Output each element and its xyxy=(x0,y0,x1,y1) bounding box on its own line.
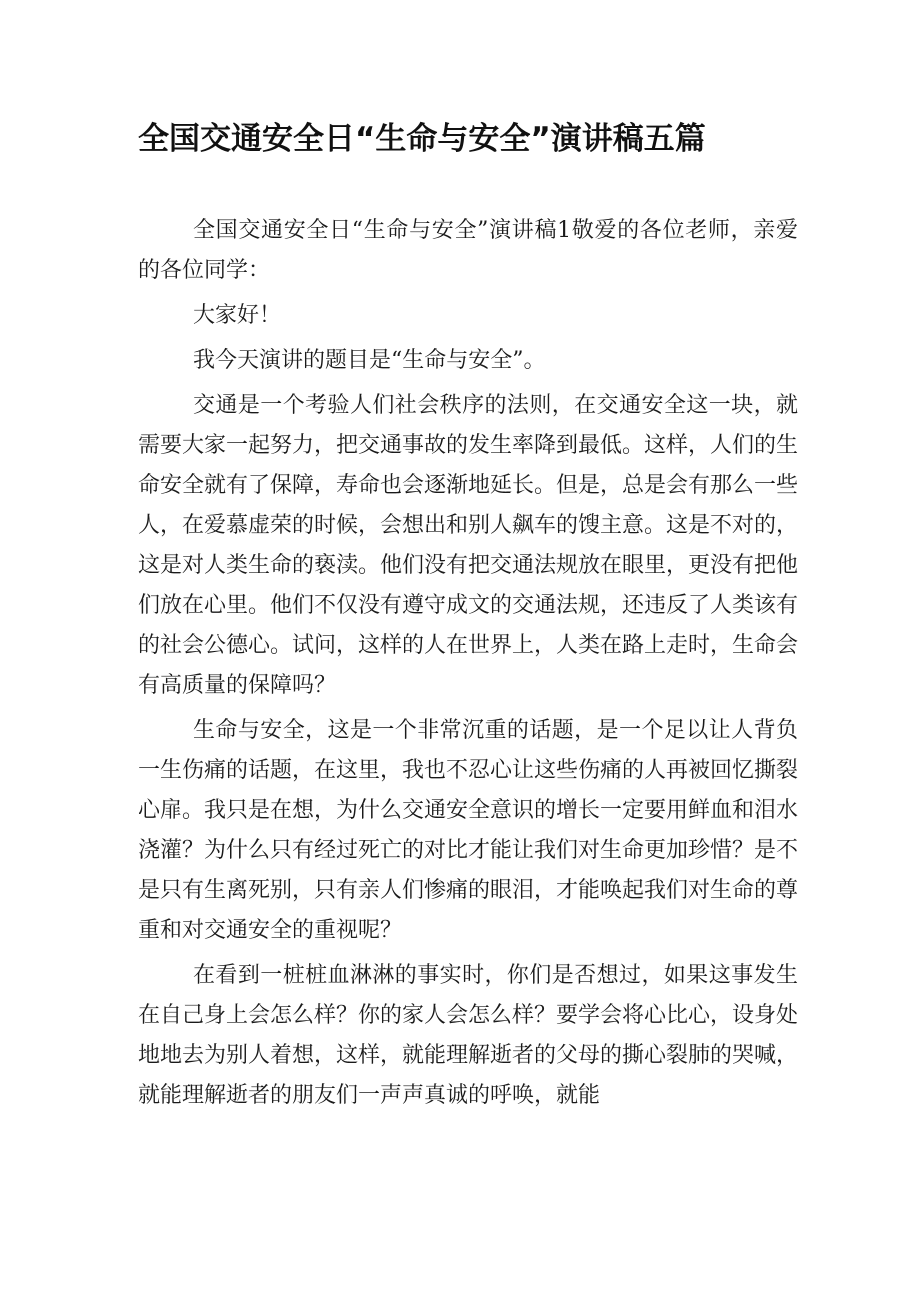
paragraph-topic: 我今天演讲的题目是“生命与安全”。 xyxy=(193,348,546,373)
document-title: 全国交通安全日“生命与安全”演讲稿五篇 xyxy=(138,121,706,157)
paragraph-life-and-safety: 生命与安全，这是一个非常沉重的话题，是一个足以让人背负一生伤痛的话题，在这里，我也不忍心让这些伤痛的人再被回忆撕裂心扉。我只是在想，为什么交通安全意识的增长一定要用鲜血和泪水浇灌？为什么只有经过死亡的对比才能让我们对生命更加珍惜？是不是只有生离死别，只有亲人们惨痛的眼泪，才能唤起我们对生命的尊重和对交通安全的重视呢？ xyxy=(138,718,799,943)
paragraph-empathy: 在看到一桩桩血淋淋的事实时，你们是否想过，如果这事发生在自己身上会怎么样？你的家人会怎么样？要学会将心比心，设身处地地去为别人着想，这样，就能理解逝者的父母的撕心裂肺的哭喊，就能理解逝者的朋友们一声声真诚的呼唤，就能 xyxy=(138,963,799,1108)
paragraph-traffic-rules: 交通是一个考验人们社会秩序的法则，在交通安全这一块，就需要大家一起努力，把交通事故的发生率降到最低。这样，人们的生命安全就有了保障，寿命也会逐渐地延长。但是，总是会有那么一些人，在爱慕虚荣的时候，会想出和别人飙车的馊主意。这是不对的，这是对人类生命的亵渎。他们没有把交通法规放在眼里，更没有把他们放在心里。他们不仅没有遵守成文的交通法规，还违反了人类该有的社会公德心。试问，这样的人在世界上，人类在路上走时，生命会有高质量的保障吗？ xyxy=(138,393,799,698)
paragraph-greeting-line: 全国交通安全日“生命与安全”演讲稿1敬爱的各位老师，亲爱的各位同学： xyxy=(138,218,798,283)
paragraph-hello: 大家好！ xyxy=(193,303,282,328)
document-body xyxy=(138,211,798,1121)
